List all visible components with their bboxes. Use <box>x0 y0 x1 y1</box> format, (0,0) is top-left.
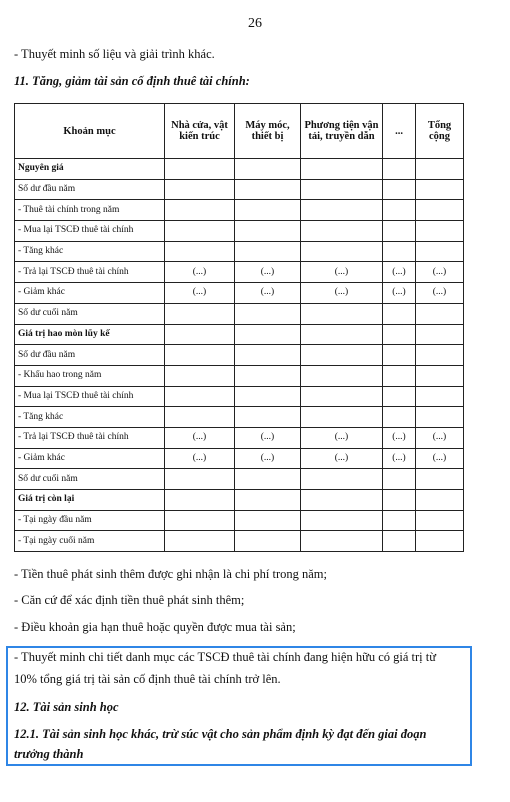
row-value <box>235 469 301 490</box>
row-label: - Mua lại TSCĐ thuê tài chính <box>15 221 165 242</box>
row-value <box>383 345 416 366</box>
row-label: - Tăng khác <box>15 407 165 428</box>
row-label: - Thuê tài chính trong năm <box>15 200 165 221</box>
row-value <box>383 490 416 511</box>
row-value: (...) <box>383 283 416 304</box>
row-value: (...) <box>165 262 235 283</box>
row-value <box>235 386 301 407</box>
table-row <box>15 324 464 345</box>
row-value <box>383 469 416 490</box>
row-label: Nguyên giá <box>15 159 165 180</box>
row-label: Số dư đầu năm <box>15 179 165 200</box>
row-value <box>235 531 301 552</box>
table-row <box>15 241 464 262</box>
row-value <box>301 241 383 262</box>
row-label: - Tăng khác <box>15 241 165 262</box>
row-value <box>416 159 464 180</box>
row-value <box>235 365 301 386</box>
row-label: - Mua lại TSCĐ thuê tài chính <box>15 386 165 407</box>
row-value <box>383 324 416 345</box>
table-row <box>15 448 464 469</box>
row-value <box>235 345 301 366</box>
row-value <box>165 365 235 386</box>
row-value <box>301 469 383 490</box>
table-body <box>15 159 464 552</box>
row-label: - Trả lại TSCĐ thuê tài chính <box>15 262 165 283</box>
row-value <box>416 407 464 428</box>
row-value: (...) <box>235 283 301 304</box>
finance-lease-asset-table <box>14 103 464 552</box>
table-row <box>15 303 464 324</box>
table-row <box>15 345 464 366</box>
row-value: (...) <box>416 262 464 283</box>
table-row <box>15 531 464 552</box>
row-value <box>301 303 383 324</box>
row-value <box>416 221 464 242</box>
row-value <box>301 365 383 386</box>
row-value: (...) <box>301 448 383 469</box>
row-value <box>416 490 464 511</box>
row-value <box>165 159 235 180</box>
table-row <box>15 365 464 386</box>
row-value <box>235 200 301 221</box>
row-value <box>235 221 301 242</box>
row-value: (...) <box>301 262 383 283</box>
row-value <box>383 510 416 531</box>
row-value <box>235 324 301 345</box>
intro-line: - Thuyết minh số liệu và giải trình khác. <box>14 47 215 61</box>
row-value <box>301 490 383 511</box>
row-value <box>383 241 416 262</box>
row-value <box>383 179 416 200</box>
note-line: - Tiền thuê phát sinh thêm được ghi nhận là chi phí trong năm; <box>14 567 328 581</box>
row-value <box>165 386 235 407</box>
header-total: Tổng cộng <box>416 104 464 159</box>
row-value <box>165 407 235 428</box>
section-11-title: 11. Tăng, giảm tài sản cố định thuê tài chính: <box>14 74 250 88</box>
row-value <box>416 531 464 552</box>
table-row <box>15 221 464 242</box>
row-value: (...) <box>301 427 383 448</box>
row-value <box>416 303 464 324</box>
row-value <box>416 179 464 200</box>
table-header-row <box>15 104 464 159</box>
row-label: - Trả lại TSCĐ thuê tài chính <box>15 427 165 448</box>
row-value: (...) <box>235 448 301 469</box>
header-other: ... <box>383 104 416 159</box>
row-value <box>301 200 383 221</box>
row-value <box>416 324 464 345</box>
row-value <box>383 221 416 242</box>
row-value <box>383 386 416 407</box>
row-value: (...) <box>383 262 416 283</box>
header-machinery: Máy móc, thiết bị <box>235 104 301 159</box>
row-value <box>235 159 301 180</box>
row-value: (...) <box>235 427 301 448</box>
row-value <box>416 345 464 366</box>
row-label: Số dư cuối năm <box>15 469 165 490</box>
row-value <box>165 221 235 242</box>
row-value <box>235 490 301 511</box>
row-value <box>301 159 383 180</box>
section-12-1-title: 12.1. Tài sản sinh học khác, trừ súc vật cho sản phẩm định kỳ đạt đến giai đoạn <box>14 727 427 741</box>
table-row <box>15 262 464 283</box>
row-value: (...) <box>235 262 301 283</box>
section-12-title: 12. Tài sản sinh học <box>14 700 119 714</box>
row-value <box>235 510 301 531</box>
row-label: Giá trị hao mòn lũy kế <box>15 324 165 345</box>
row-value: (...) <box>165 427 235 448</box>
row-label: - Tại ngày đầu năm <box>15 510 165 531</box>
table-row <box>15 510 464 531</box>
row-value <box>301 345 383 366</box>
row-label: Số dư đầu năm <box>15 345 165 366</box>
row-value <box>301 386 383 407</box>
row-value <box>416 241 464 262</box>
table-row <box>15 386 464 407</box>
row-value <box>301 179 383 200</box>
page-number: 26 <box>248 16 262 31</box>
row-value <box>165 200 235 221</box>
row-value <box>235 407 301 428</box>
row-value <box>416 200 464 221</box>
row-value <box>165 490 235 511</box>
row-value: (...) <box>383 427 416 448</box>
table-row <box>15 469 464 490</box>
row-value <box>235 179 301 200</box>
highlight-line-1: - Thuyết minh chi tiết danh mục các TSCĐ thuê tài chính đang hiện hữu có giá trị từ <box>14 650 437 664</box>
header-vehicles: Phương tiện vận tải, truyền dẫn <box>301 104 383 159</box>
highlight-line-2: 10% tổng giá trị tài sản cố định thuê tài chính trở lên. <box>14 672 281 686</box>
row-value <box>165 510 235 531</box>
row-value: (...) <box>165 448 235 469</box>
row-value <box>416 469 464 490</box>
table-row <box>15 179 464 200</box>
row-value <box>165 469 235 490</box>
row-value <box>383 159 416 180</box>
row-value: (...) <box>416 427 464 448</box>
row-label: Số dư cuối năm <box>15 303 165 324</box>
row-value <box>301 221 383 242</box>
row-value <box>165 179 235 200</box>
row-value: (...) <box>165 283 235 304</box>
row-value: (...) <box>416 283 464 304</box>
row-label: - Khấu hao trong năm <box>15 365 165 386</box>
table-row <box>15 490 464 511</box>
row-label: - Giảm khác <box>15 448 165 469</box>
row-value <box>235 241 301 262</box>
row-value <box>416 510 464 531</box>
row-value <box>165 303 235 324</box>
row-value <box>165 324 235 345</box>
row-label: - Giảm khác <box>15 283 165 304</box>
row-value <box>383 407 416 428</box>
header-item: Khoản mục <box>15 104 165 159</box>
header-buildings: Nhà cửa, vật kiến trúc <box>165 104 235 159</box>
row-value <box>383 303 416 324</box>
row-value <box>165 531 235 552</box>
row-value <box>301 407 383 428</box>
row-value <box>416 365 464 386</box>
row-value <box>416 386 464 407</box>
row-value <box>301 324 383 345</box>
row-value <box>301 510 383 531</box>
row-value <box>165 241 235 262</box>
table-row <box>15 159 464 180</box>
row-value <box>301 531 383 552</box>
table-row <box>15 427 464 448</box>
row-value: (...) <box>416 448 464 469</box>
row-value <box>235 303 301 324</box>
table-row <box>15 407 464 428</box>
row-value <box>165 345 235 366</box>
table-row <box>15 283 464 304</box>
row-value: (...) <box>383 448 416 469</box>
row-value <box>383 200 416 221</box>
row-label: Giá trị còn lại <box>15 490 165 511</box>
row-label: - Tại ngày cuối năm <box>15 531 165 552</box>
row-value <box>383 531 416 552</box>
row-value <box>383 365 416 386</box>
note-line: - Căn cứ để xác định tiền thuê phát sinh thêm; <box>14 593 245 607</box>
note-line: - Điều khoản gia hạn thuê hoặc quyền được mua tài sản; <box>14 620 296 634</box>
row-value: (...) <box>301 283 383 304</box>
section-12-1-title-cont: trưởng thành <box>14 747 84 761</box>
table-row <box>15 200 464 221</box>
